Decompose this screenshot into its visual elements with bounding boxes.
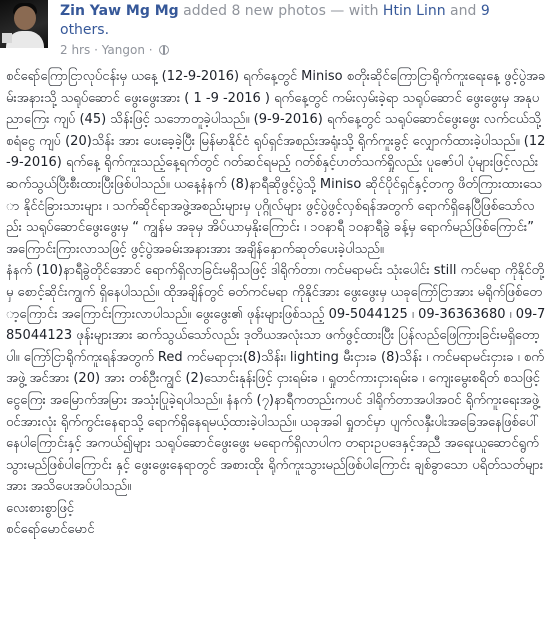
post-meta — [60, 42, 169, 58]
author-name-link[interactable]: Zin Yaw Mg Mg — [60, 3, 179, 19]
avatar-face — [14, 6, 36, 30]
location-link[interactable]: Yangon — [101, 43, 145, 57]
meta-separator: · — [148, 43, 153, 57]
globe-icon[interactable] — [159, 45, 169, 55]
avatar-badge — [2, 33, 12, 43]
meta-separator: · — [94, 43, 98, 57]
post-signature: စင်ရော်မောင်မောင် — [6, 522, 95, 538]
post-paragraph: နံနက် (10)နာရီခွဲတိုင်အောင် ရောက်ရှိလာခြင်းမရှိသဖြင့် ဒါရိုက်တာ၊ ကင်မရာမင်း သုံးပေါင်း still ကင်မရာ ကိုနိုင်တို့မှ စောင့်ဆိုင်းကျွက် ရှိနေပါသည်။ ထိုအချိန်တွင် ဓတ်ကင်မရာ ကိုနိုင်အား ဖွေးဖွေးမှ ယခုကြော်ငြာအား မရိုက်ဖြစ်တော့ကြောင်း အကြောင်းကြားလာပါသည်။ ဖွေးဖွေး၏ ဖုန်းများဖြစ်သည့် 09-5044125 ၊ 09-36363680 ၊ 09-785044123 ဖုန်းများအား ဆက်သွယ်သော်လည်း ဒုတိယအလုံးသာ ဖက်ဖွင့်ထားပြီး ပြန်လည်ဖြေကြားခြင်းမရှိတော့ပါ။ ကြော်ငြာရိုက်ကူးရန်အတွက် Red ကင်မရာငှား(8)သိန်း၊ lighting မီးငှားခ (8)သိန်း ၊ ကင်မရာမင်းငှားခ ၊ စက်အဖွဲ့ အင်အား (20) အား တစ်ဦးကျွင် (2)သောင်းနုန်းဖြင့် ငှားရမ်းခ ၊ ရှုတင်ကားငှားရမ်းခ ၊ ကျေးမွေးစရိတ် စသဖြင့် ငွေကြေး အမြောက်အမြား အသုံးပြုခဲ့ရပါသည်။ နံနက် (၇)နာရီကတည်းကပင် ဒါရိုက်တာအပါအဝင် ရိုက်ကူးရေးအဖွဲ့ ဝင်အားလုံး ရိုက်ကွင်းနေရာသို့ ရောက်ရှိနေရမယ့်ထားခဲ့ပါသည်။ ယခုအခါ ရှုတင်မှာ ပျက်လနှီးပါးအခြေအနေဖြစ်ပေါ် နေပါကြောင်းနှင့် အကယ်၍များ သရုပ်ဆောင်ဖွေးဖွေး မရောက်ရှိလာပါက တရားဥပဒေနှင့်အညီ အရေးယူဆောင်ရွက်သွားမည်ဖြစ်ပါကြောင်း နှင့် ဖွေးဖွေးနေရာတွင် အစားထိုး ရိုက်ကူးသွားမည်ဖြစ်ပါကြောင်း ချစ်ခွာသော ပရိတ်သတ်များအား အသိပေးအပ်ပါသည်။ — [6, 263, 546, 495]
post-headline — [60, 2, 540, 40]
and-text: and — [450, 3, 477, 19]
post-body — [6, 66, 546, 541]
tagged-person-link[interactable]: Htin Linn — [382, 3, 446, 19]
post-action-text: added 8 new photos — with — [183, 3, 379, 19]
post-timestamp-link[interactable]: 2 hrs — [60, 43, 91, 57]
avatar[interactable] — [0, 0, 48, 48]
post-paragraph: စင်ရော်ကြောငြာလုပ်ငန်းမှ ယနေ့ (12-9-2016) ရက်နေ့တွင် Miniso စတိုးဆိုင်ကြောငြာရိုက်ကူးရေးနေ့ ဖွင့်ပွဲအခမ်းအနားသို့ သရုပ်ဆောင် ဖွေးဖွေးအား ( 1 -9 -2016 ) ရက်နေ့တွင် ကမ်းလှမ်းခဲ့ရာ သရုပ်ဆောင် ဖွေးဖွေးမှ အနုပညာကြေး ကျပ် (45) သိန်းဖြင့် သဘောတူခဲ့ပါသည်။ (9-9-2016) ရက်နေ့တွင် သရုပ်ဆောင်ဖွေးဖွေး လက်ငယ်သို့ စရံငွေ ကျပ် (20)သိန်း အား ပေးခေ့ခဲ့ပြီး မြန်မာနိုင်ငံ ရုပ်ရှင်အစည်းအရုံးသို့ ရိုက်ကူးခွင့် လျှောက်ထားခဲ့ပါသည်။ (12-9-2016) ရက်နေ့ ရိုက်ကူးသည့်နေ့ရက်တွင် ဂတ်ဆင်ရမည့် ဂတ်စ်နှင့်ဟတ်သက်ရှိုလည်း ပူဇော်ပါ ပုံများဖြင့်လည်း ဆက်သွယ်ပြီးစီးထားပြီးဖြစ်ပါသည်။ ယနေ့နံနက် (8)နာရီဆိုဖွင့်ပွဲသို့ Miniso ဆိုင်ပိုင်ရှင်နှင့်တကွ ဖိတ်ကြားထားသော နိုင်ငံခြားသားများ ၊ သက်ဆိုင်ရာအဖွဲ့အစည်းများမှ ပုဂ္ဂိုလ်များ ဖွင့်ပွဲဖွင့်လှစ်ရန်အတွက် ရောက်ရှိနေပြီဖြစ်သော်လည်း သရုပ်ဆောင်ဖွေးဖွေးမှ “ ကျွန်မ အခုမှ အိပ်ယာမှနိုးကြောင်း ၊ ၁၀နာရီ ၁၀နာရီခွဲ ခန့်မှ ရောက်မည်ဖြစ်ကြောင်း” အကြောင်းကြားလာသဖြင့် ဖွင့်ပွဲအခမ်းအနားအား အချိန်နှောက်ဆုတ်ပေးခဲ့ပါသည်။ — [6, 69, 546, 257]
post-closing: လေးစားစွာဖြင့် — [6, 500, 74, 516]
others-link[interactable]: 9 others. — [60, 3, 490, 38]
post-header — [0, 0, 552, 66]
